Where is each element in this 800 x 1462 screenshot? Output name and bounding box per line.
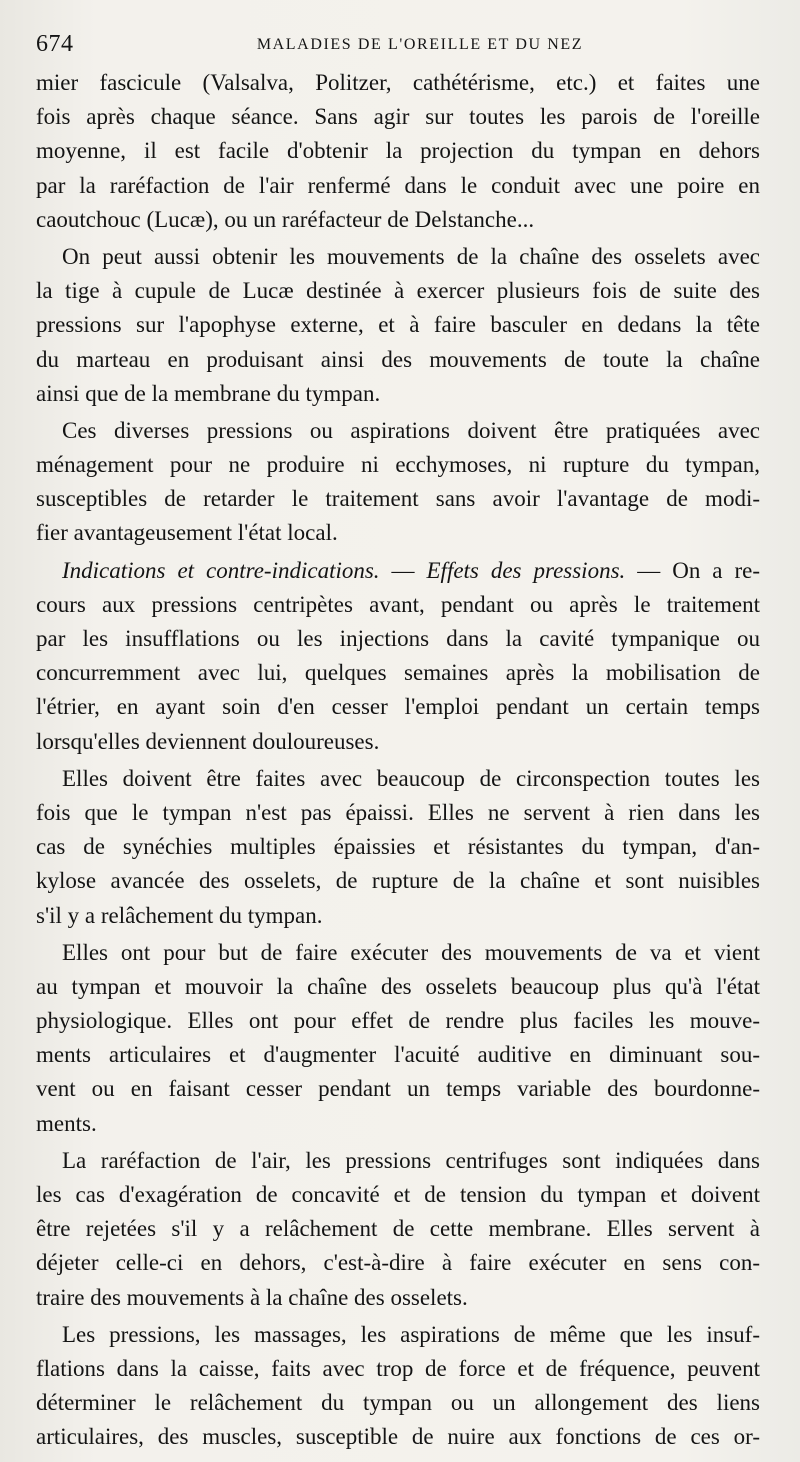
running-head: MALADIES DE L'OREILLE ET DU NEZ <box>256 36 584 53</box>
text-line: fois que le tympan n'est pas épaissi. Elles ne servent à rien dans les <box>36 799 760 825</box>
text-line: ments articulaires et d'augmenter l'acuité auditive en diminuant sou- <box>36 1042 760 1068</box>
text-line: susceptibles de retarder le traitement sans avoir l'avantage de modi- <box>36 486 760 512</box>
text-line: la tige à cupule de Lucæ destinée à exercer plusieurs fois de suite des <box>36 278 760 304</box>
text-line: vent ou en faisant cesser pendant un temps variable des bourdonne- <box>36 1076 760 1102</box>
text-line: Elles doivent être faites avec beaucoup de circonspection toutes les <box>62 765 760 791</box>
text-line: articulaires, des muscles, susceptible de nuire aux fonctions de ces or- <box>36 1424 760 1450</box>
section-heading-line <box>36 554 760 588</box>
section-heading: Indications et contre-indications. <box>62 557 380 583</box>
page-number: 674 <box>36 31 74 57</box>
paragraph-4 <box>36 554 760 759</box>
text-line: ments. <box>36 1110 97 1136</box>
text-line: mier fascicule (Valsalva, Politzer, cathétérisme, etc.) et faites une <box>36 70 760 95</box>
text-line: flations dans la caisse, faits avec trop de force et de fréquence, peuvent <box>36 1355 760 1381</box>
paragraph-7 <box>36 1144 760 1315</box>
text-line: On peut aussi obtenir les mouvements de la chaîne des osselets avec <box>62 243 760 269</box>
paragraph-1 <box>36 66 760 237</box>
paragraph-8 <box>36 1318 760 1455</box>
text-line: pressions sur l'apophyse externe, et à faire basculer en dedans la tête <box>36 312 760 338</box>
text-line: par la raréfaction de l'air renfermé dans le conduit avec une poire en <box>36 172 760 198</box>
text-line: Elles ont pour but de faire exécuter des mouvements de va et vient <box>62 939 760 965</box>
text-line: caoutchouc (Lucæ), ou un raréfacteur de Delstanche... <box>36 206 535 232</box>
text-line: kylose avancée des osselets, de rupture de la chaîne et sont nuisibles <box>36 868 760 894</box>
paragraph-5 <box>36 762 760 933</box>
text-line: La raréfaction de l'air, les pressions centrifuges sont indiquées dans <box>62 1147 760 1173</box>
text-line: ainsi que de la membrane du tympan. <box>36 380 381 406</box>
text-line: être rejetées s'il y a relâchement de cette membrane. Elles servent à <box>36 1216 760 1242</box>
text-line: fois après chaque séance. Sans agir sur toutes les parois de l'oreille <box>36 104 760 130</box>
text-line: déterminer le relâchement du tympan ou un allongement des liens <box>36 1390 760 1416</box>
text-line: lorsqu'elles deviennent douloureuses. <box>36 728 380 754</box>
subsection-heading: Effets des pressions. <box>426 557 626 583</box>
page-header <box>36 30 764 58</box>
text-line: concurremment avec lui, quelques semaines après la mobilisation de <box>36 660 760 686</box>
paragraph-3 <box>36 414 760 551</box>
text-line: fier avantageusement l'état local. <box>36 520 338 546</box>
text-line: l'étrier, en ayant soin d'en cesser l'emploi pendant un certain temps <box>36 694 760 720</box>
body-text <box>36 66 760 1455</box>
paragraph-2 <box>36 240 760 411</box>
text-line: s'il y a relâchement du tympan. <box>36 902 323 928</box>
heading-dash: — <box>379 557 427 583</box>
text-line: les cas d'exagération de concavité et de tension du tympan et doivent <box>36 1182 760 1207</box>
paragraph-6 <box>36 936 760 1141</box>
text-line: Ces diverses pressions ou aspirations doivent être pratiquées avec <box>62 417 760 443</box>
text-line: moyenne, il est facile d'obtenir la projection du tympan en dehors <box>36 138 760 164</box>
text-line: au tympan et mouvoir la chaîne des osselets beaucoup plus qu'à l'état <box>36 973 760 999</box>
text-line: déjeter celle-ci en dehors, c'est-à-dire à faire exécuter en sens con- <box>36 1250 760 1276</box>
text-line: par les insufflations ou les injections dans la cavité tympanique ou <box>36 626 760 651</box>
text-line: physiologique. Elles ont pour effet de rendre plus faciles les mouve- <box>36 1008 760 1034</box>
text-line: Les pressions, les massages, les aspirations de même que les insuf- <box>62 1321 760 1347</box>
text-line: ménagement pour ne produire ni ecchymoses, ni rupture du tympan, <box>36 452 760 478</box>
text-line: du marteau en produisant ainsi des mouvements de toute la chaîne <box>36 346 760 372</box>
text-line: cours aux pressions centripètes avant, pendant ou après le traitement <box>36 591 760 617</box>
text-line: cas de synéchies multiples épaissies et résistantes du tympan, d'an- <box>36 834 760 860</box>
heading-continuation: — On a re- <box>625 557 760 583</box>
text-line: traire des mouvements à la chaîne des osselets. <box>36 1284 468 1310</box>
